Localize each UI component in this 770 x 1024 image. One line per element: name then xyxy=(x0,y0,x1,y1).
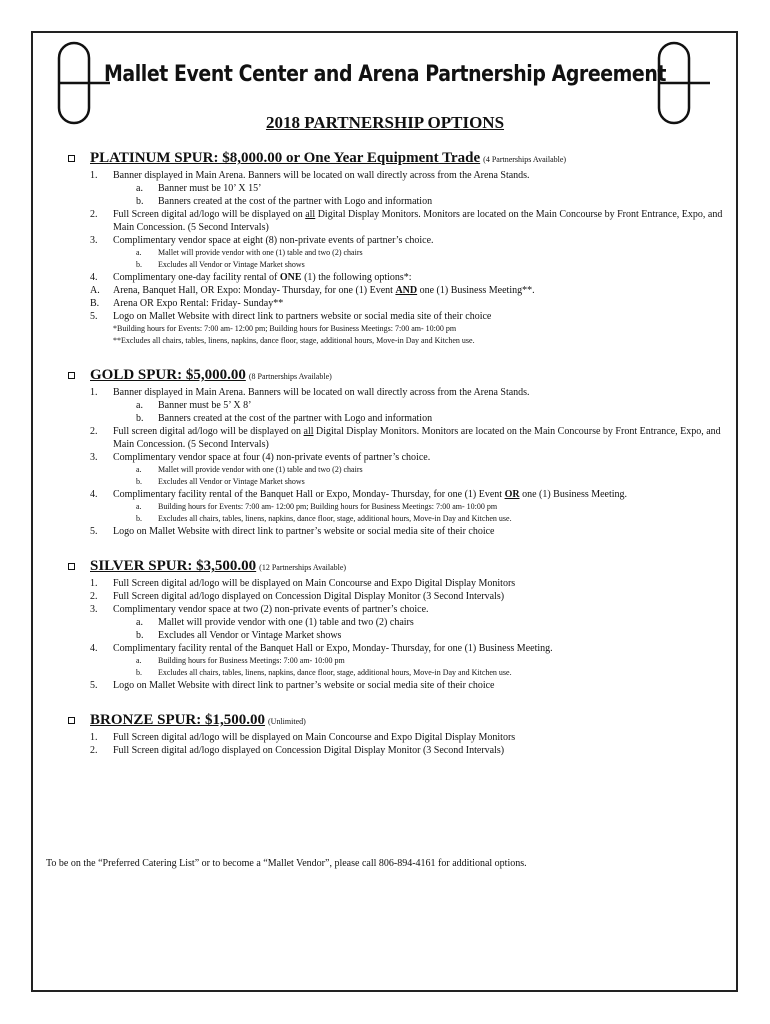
sub-text: Mallet will provide vendor with one (1) table and two (2) chairs xyxy=(158,617,414,628)
section-heading xyxy=(66,150,726,167)
section-silver xyxy=(66,558,726,692)
sub-item xyxy=(66,464,726,476)
section-name: PLATINUM SPUR: $8,000.00 or One Year Equipment Trade xyxy=(90,150,481,166)
sub-item xyxy=(66,667,726,679)
sub-text: Banners created at the cost of the partner with Logo and information xyxy=(158,413,433,424)
item-text: Complimentary vendor space at two (2) non-private events of partner’s choice. xyxy=(113,604,429,615)
section-heading xyxy=(66,367,726,384)
item-number: 4. xyxy=(90,489,98,500)
list-item xyxy=(66,488,726,501)
option-text: Arena, Banquet Hall, OR Expo: Monday- Thursday, for one (1) Event xyxy=(113,285,396,296)
option-letter: A. xyxy=(90,285,100,296)
section-heading xyxy=(66,712,726,729)
sub-letter: b. xyxy=(136,630,144,641)
list-item xyxy=(66,744,726,757)
item-text: Full Screen digital ad/logo displayed on Concession Digital Display Monitor (3 Second Intervals) xyxy=(113,591,505,602)
item-text: Digital Display Monitors. Monitors are located on the Main Concourse by Front Entrance, Expo, and Main Concession. (5 Second Intervals) xyxy=(113,426,721,450)
section-name: SILVER SPUR: $3,500.00 xyxy=(90,558,257,574)
item-text: Digital Display Monitors. Monitors are located on the Main Concourse by Front Entrance, Expo, and Main Concession. (5 Second Intervals) xyxy=(113,209,723,233)
section-availability: (8 Partnerships Available) xyxy=(248,372,332,381)
item-text: Complimentary vendor space at eight (8) non-private events of partner’s choice. xyxy=(113,235,434,246)
sub-item xyxy=(66,501,726,513)
sub-letter: a. xyxy=(136,617,143,628)
item-emphasis: all xyxy=(305,209,316,220)
list-item xyxy=(66,234,726,247)
list-item xyxy=(66,642,726,655)
checkbox-bullet-icon xyxy=(68,372,75,379)
sub-text: Excludes all Vendor or Vintage Market shows xyxy=(158,260,305,269)
checkbox-bullet-icon xyxy=(68,155,75,162)
item-number: 4. xyxy=(90,272,98,283)
sub-item xyxy=(66,182,726,195)
sub-letter: b. xyxy=(136,514,142,523)
item-text: Complimentary facility rental of the Banquet Hall or Expo, Monday- Thursday, for one (1) Event xyxy=(113,489,505,500)
item-text: Full Screen digital ad/logo displayed on Concession Digital Display Monitor (3 Second Intervals) xyxy=(113,745,505,756)
sub-letter: a. xyxy=(136,400,143,411)
list-item xyxy=(66,386,726,399)
item-text: Banner displayed in Main Arena. Banners will be located on wall directly across from the Arena Stands. xyxy=(113,387,530,398)
item-number: 5. xyxy=(90,311,98,322)
sub-text: Banner must be 5’ X 8’ xyxy=(158,400,252,411)
section-availability: (12 Partnerships Available) xyxy=(259,563,347,572)
section-name: BRONZE SPUR: $1,500.00 xyxy=(90,712,266,728)
list-item xyxy=(66,425,726,451)
sub-letter: a. xyxy=(136,656,142,665)
sub-text: Banners created at the cost of the partner with Logo and information xyxy=(158,196,433,207)
item-number: 1. xyxy=(90,170,98,181)
section-platinum xyxy=(66,150,726,347)
list-item xyxy=(66,525,726,538)
section-gold xyxy=(66,367,726,538)
item-number: 2. xyxy=(90,745,98,756)
item-text: Logo on Mallet Website with direct link to partner’s website or social media site of their choice xyxy=(113,680,495,691)
sub-item xyxy=(66,247,726,259)
item-text: Full screen digital ad/logo will be displayed on xyxy=(113,426,304,437)
item-number: 4. xyxy=(90,643,98,654)
sub-letter: a. xyxy=(136,248,142,257)
item-text: Banner displayed in Main Arena. Banners will be located on wall directly across from the Arena Stands. xyxy=(113,170,530,181)
section-availability: (Unlimited) xyxy=(268,717,306,726)
item-emphasis: ONE xyxy=(279,272,302,283)
footer-note: To be on the “Preferred Catering List” or to become a “Mallet Vendor”, please call 806-894-4161 for additional options. xyxy=(46,858,527,869)
option-text: one (1) Business Meeting**. xyxy=(417,285,535,296)
sub-item xyxy=(66,616,726,629)
list-item xyxy=(66,590,726,603)
list-item xyxy=(66,679,726,692)
option-emphasis: AND xyxy=(395,285,418,296)
sub-letter: a. xyxy=(136,183,143,194)
list-item xyxy=(66,208,726,234)
sub-text: Banner must be 10’ X 15’ xyxy=(158,183,262,194)
item-text: Complimentary facility rental of the Banquet Hall or Expo, Monday- Thursday, for one (1) Business Meeting. xyxy=(113,643,553,654)
page-title: Mallet Event Center and Arena Partnership Agreement xyxy=(103,62,666,87)
item-number: 2. xyxy=(90,591,98,602)
sub-item xyxy=(66,655,726,667)
option-item xyxy=(66,297,726,310)
item-number: 3. xyxy=(90,604,98,615)
sub-text: Excludes all Vendor or Vintage Market shows xyxy=(158,477,305,486)
item-text: Full Screen digital ad/logo will be displayed on Main Concourse and Expo Digital Display Monitors xyxy=(113,732,516,743)
list-item xyxy=(66,731,726,744)
item-text: Full Screen digital ad/logo will be displayed on xyxy=(113,209,306,220)
sub-text: Excludes all chairs, tables, linens, napkins, dance floor, stage, additional hours, Move-in Day and Kitchen use. xyxy=(158,668,512,677)
option-text: Arena OR Expo Rental: Friday- Sunday** xyxy=(113,298,284,309)
sub-text: Building hours for Business Meetings: 7:00 am- 10:00 pm xyxy=(158,656,345,665)
sub-item xyxy=(66,629,726,642)
item-number: 3. xyxy=(90,235,98,246)
section-bronze xyxy=(66,712,726,757)
sub-item xyxy=(66,195,726,208)
sub-item xyxy=(66,412,726,425)
item-text: Logo on Mallet Website with direct link to partners website or social media site of their choice xyxy=(113,311,492,322)
list-item xyxy=(66,310,726,323)
section-availability: (4 Partnerships Available) xyxy=(483,155,567,164)
sub-letter: b. xyxy=(136,260,142,269)
sub-letter: b. xyxy=(136,668,142,677)
sub-item xyxy=(66,259,726,271)
item-emphasis: OR xyxy=(504,489,520,500)
item-text: Complimentary vendor space at four (4) non-private events of partner’s choice. xyxy=(113,452,431,463)
item-number: 5. xyxy=(90,680,98,691)
sub-item xyxy=(66,513,726,525)
sub-letter: a. xyxy=(136,502,142,511)
section-name: GOLD SPUR: $5,000.00 xyxy=(90,367,246,383)
sub-item xyxy=(66,476,726,488)
sub-item xyxy=(66,399,726,412)
list-item xyxy=(66,169,726,182)
item-number: 5. xyxy=(90,526,98,537)
item-text: Complimentary one-day facility rental of xyxy=(113,272,280,283)
sub-text: Mallet will provide vendor with one (1) table and two (2) chairs xyxy=(158,248,363,257)
item-text: one (1) Business Meeting. xyxy=(519,489,628,500)
item-text: Logo on Mallet Website with direct link to partner’s website or social media site of their choice xyxy=(113,526,495,537)
sub-text: Excludes all Vendor or Vintage Market shows xyxy=(158,630,342,641)
item-text: (1) the following options*: xyxy=(301,272,412,283)
sub-letter: b. xyxy=(136,196,144,207)
item-number: 2. xyxy=(90,426,98,437)
section-heading xyxy=(66,558,726,575)
option-letter: B. xyxy=(90,298,100,309)
sub-letter: b. xyxy=(136,477,142,486)
item-number: 1. xyxy=(90,387,98,398)
item-number: 1. xyxy=(90,578,98,589)
sub-text: Mallet will provide vendor with one (1) table and two (2) chairs xyxy=(158,465,363,474)
footnote: **Excludes all chairs, tables, linens, napkins, dance floor, stage, additional hours, Move-in Day and Kitchen use. xyxy=(113,336,475,345)
list-item xyxy=(66,451,726,464)
option-item xyxy=(66,284,726,297)
list-item xyxy=(66,603,726,616)
checkbox-bullet-icon xyxy=(68,717,75,724)
item-number: 2. xyxy=(90,209,98,220)
item-emphasis: all xyxy=(303,426,314,437)
sub-text: Excludes all chairs, tables, linens, napkins, dance floor, stage, additional hours, Move-in Day and Kitchen use. xyxy=(158,514,512,523)
sub-letter: b. xyxy=(136,413,144,424)
sub-letter: a. xyxy=(136,465,142,474)
partnership-options xyxy=(66,150,726,757)
list-item xyxy=(66,577,726,590)
checkbox-bullet-icon xyxy=(68,563,75,570)
footnote: *Building hours for Events: 7:00 am- 12:00 pm; Building hours for Business Meetings: 7:00 am- 10:00 pm xyxy=(113,324,457,333)
item-number: 1. xyxy=(90,732,98,743)
sub-text: Building hours for Events: 7:00 am- 12:00 pm; Building hours for Business Meetings: 7:00 am- 10:00 pm xyxy=(158,502,498,511)
item-text: Full Screen digital ad/logo will be displayed on Main Concourse and Expo Digital Display Monitors xyxy=(113,578,516,589)
page-subtitle: 2018 PARTNERSHIP OPTIONS xyxy=(265,113,505,132)
item-number: 3. xyxy=(90,452,98,463)
list-item xyxy=(66,271,726,284)
